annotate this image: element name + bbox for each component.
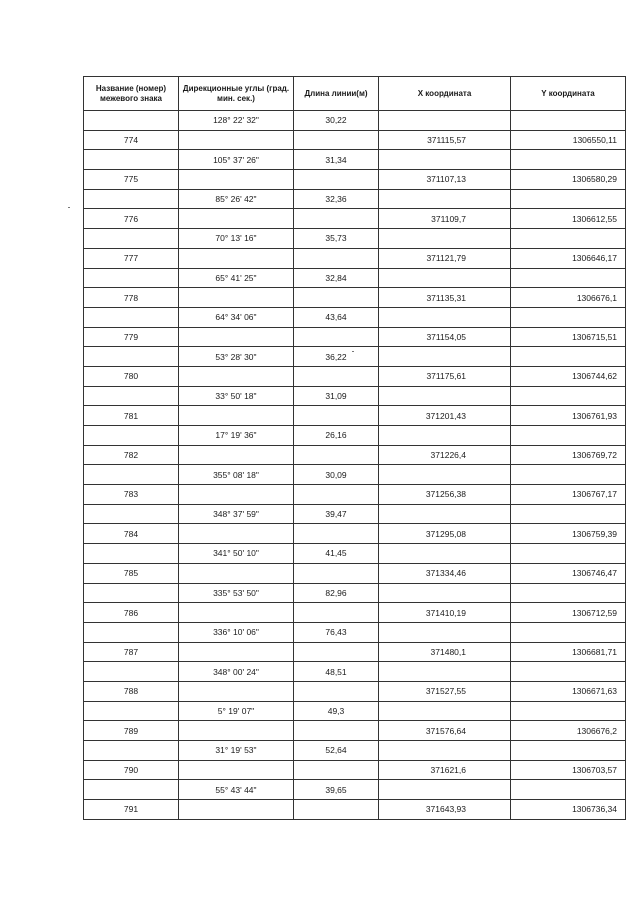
cell-x-coordinate [379, 780, 511, 800]
cell-x-coordinate [379, 268, 511, 288]
cell-direction-angle: 53° 28' 30" [179, 347, 294, 367]
cell-x-coordinate [379, 111, 511, 131]
cell-mark-name [84, 780, 179, 800]
table-row [84, 800, 626, 820]
cell-x-coordinate: 371226,4 [379, 445, 511, 465]
header-x-coordinate: X координата [379, 77, 511, 111]
cell-direction-angle: 65° 41' 25" [179, 268, 294, 288]
cell-y-coordinate: 1306676,1 [511, 288, 626, 308]
table-row [84, 504, 626, 524]
table-row [84, 347, 626, 367]
cell-x-coordinate [379, 544, 511, 564]
cell-mark-name [84, 386, 179, 406]
cell-x-coordinate: 371175,61 [379, 366, 511, 386]
cell-line-length [294, 406, 379, 426]
cell-x-coordinate [379, 622, 511, 642]
boundary-marks-table [83, 76, 626, 820]
cell-direction-angle [179, 327, 294, 347]
cell-direction-angle [179, 130, 294, 150]
cell-line-length [294, 170, 379, 190]
cell-direction-angle: 348° 00' 24" [179, 662, 294, 682]
cell-x-coordinate [379, 426, 511, 446]
table-row [84, 465, 626, 485]
cell-y-coordinate [511, 622, 626, 642]
cell-line-length [294, 800, 379, 820]
cell-line-length: 41,45 [294, 544, 379, 564]
cell-y-coordinate [511, 426, 626, 446]
cell-y-coordinate [511, 701, 626, 721]
scan-speck [68, 207, 70, 208]
header-mark-name: Название (номер) межевого знака [84, 77, 179, 111]
cell-direction-angle [179, 603, 294, 623]
table-row [84, 583, 626, 603]
cell-mark-name [84, 504, 179, 524]
cell-mark-name [84, 701, 179, 721]
cell-mark-name [84, 307, 179, 327]
cell-x-coordinate: 371135,31 [379, 288, 511, 308]
cell-mark-name [84, 150, 179, 170]
cell-x-coordinate: 371256,38 [379, 485, 511, 505]
table-row [84, 701, 626, 721]
cell-x-coordinate: 371576,64 [379, 721, 511, 741]
cell-direction-angle [179, 681, 294, 701]
cell-line-length: 31,34 [294, 150, 379, 170]
table-row [84, 209, 626, 229]
cell-direction-angle [179, 288, 294, 308]
cell-x-coordinate: 371643,93 [379, 800, 511, 820]
cell-mark-name: 775 [84, 170, 179, 190]
table-row [84, 426, 626, 446]
cell-x-coordinate: 371107,13 [379, 170, 511, 190]
cell-y-coordinate [511, 229, 626, 249]
table-row [84, 721, 626, 741]
cell-direction-angle [179, 642, 294, 662]
cell-line-length [294, 366, 379, 386]
cell-x-coordinate: 371334,46 [379, 563, 511, 583]
table-row [84, 229, 626, 249]
cell-x-coordinate [379, 229, 511, 249]
cell-line-length: 39,65 [294, 780, 379, 800]
cell-y-coordinate [511, 504, 626, 524]
cell-line-length [294, 209, 379, 229]
cell-mark-name: 774 [84, 130, 179, 150]
cell-direction-angle: 336° 10' 06" [179, 622, 294, 642]
cell-mark-name: 779 [84, 327, 179, 347]
cell-mark-name [84, 662, 179, 682]
cell-y-coordinate: 1306580,29 [511, 170, 626, 190]
cell-line-length [294, 721, 379, 741]
table-row [84, 248, 626, 268]
cell-mark-name: 791 [84, 800, 179, 820]
cell-y-coordinate: 1306759,39 [511, 524, 626, 544]
table-row [84, 170, 626, 190]
cell-y-coordinate: 1306769,72 [511, 445, 626, 465]
cell-line-length [294, 603, 379, 623]
cell-mark-name [84, 347, 179, 367]
cell-y-coordinate [511, 465, 626, 485]
table-row [84, 150, 626, 170]
cell-line-length: 26,16 [294, 426, 379, 446]
table-row [84, 642, 626, 662]
cell-y-coordinate [511, 780, 626, 800]
cell-x-coordinate: 371480,1 [379, 642, 511, 662]
cell-mark-name: 790 [84, 760, 179, 780]
cell-y-coordinate [511, 189, 626, 209]
cell-x-coordinate [379, 307, 511, 327]
table-row [84, 366, 626, 386]
table-row [84, 681, 626, 701]
table-row [84, 386, 626, 406]
table-row [84, 524, 626, 544]
table-row [84, 780, 626, 800]
cell-line-length: 35,73 [294, 229, 379, 249]
cell-x-coordinate [379, 347, 511, 367]
cell-mark-name: 789 [84, 721, 179, 741]
cell-y-coordinate: 1306550,11 [511, 130, 626, 150]
cell-y-coordinate [511, 111, 626, 131]
cell-mark-name [84, 741, 179, 761]
cell-direction-angle: 33° 50' 18" [179, 386, 294, 406]
cell-line-length [294, 681, 379, 701]
cell-x-coordinate: 371121,79 [379, 248, 511, 268]
cell-direction-angle [179, 524, 294, 544]
cell-direction-angle: 105° 37' 26" [179, 150, 294, 170]
cell-line-length: 32,84 [294, 268, 379, 288]
cell-x-coordinate [379, 386, 511, 406]
cell-y-coordinate: 1306712,59 [511, 603, 626, 623]
cell-x-coordinate: 371154,05 [379, 327, 511, 347]
cell-mark-name: 781 [84, 406, 179, 426]
cell-y-coordinate: 1306715,51 [511, 327, 626, 347]
table-row [84, 741, 626, 761]
cell-line-length [294, 288, 379, 308]
cell-mark-name [84, 583, 179, 603]
cell-direction-angle [179, 445, 294, 465]
cell-line-length [294, 760, 379, 780]
cell-direction-angle [179, 563, 294, 583]
cell-mark-name [84, 189, 179, 209]
cell-direction-angle: 70° 13' 16" [179, 229, 294, 249]
cell-line-length [294, 445, 379, 465]
cell-y-coordinate: 1306612,55 [511, 209, 626, 229]
cell-mark-name: 784 [84, 524, 179, 544]
cell-x-coordinate: 371527,55 [379, 681, 511, 701]
table-row [84, 189, 626, 209]
cell-x-coordinate: 371109,7 [379, 209, 511, 229]
cell-y-coordinate [511, 347, 626, 367]
cell-line-length: 43,64 [294, 307, 379, 327]
cell-line-length: 52,64 [294, 741, 379, 761]
cell-x-coordinate [379, 741, 511, 761]
cell-mark-name [84, 622, 179, 642]
cell-x-coordinate [379, 583, 511, 603]
header-y-coordinate: Y координата [511, 77, 626, 111]
cell-mark-name: 782 [84, 445, 179, 465]
cell-line-length: 76,43 [294, 622, 379, 642]
cell-direction-angle: 128° 22' 32" [179, 111, 294, 131]
table-row [84, 485, 626, 505]
cell-direction-angle: 85° 26' 42" [179, 189, 294, 209]
cell-mark-name: 785 [84, 563, 179, 583]
cell-direction-angle: 341° 50' 10" [179, 544, 294, 564]
cell-line-length: 32,36 [294, 189, 379, 209]
cell-y-coordinate [511, 268, 626, 288]
cell-y-coordinate [511, 150, 626, 170]
cell-line-length [294, 642, 379, 662]
cell-line-length: 49,3 [294, 701, 379, 721]
table-row [84, 130, 626, 150]
cell-direction-angle: 17° 19' 36" [179, 426, 294, 446]
cell-mark-name [84, 229, 179, 249]
cell-mark-name: 786 [84, 603, 179, 623]
cell-y-coordinate [511, 307, 626, 327]
cell-direction-angle: 55° 43' 44" [179, 780, 294, 800]
cell-direction-angle [179, 721, 294, 741]
cell-direction-angle [179, 485, 294, 505]
boundary-marks-sheet [83, 76, 625, 820]
cell-mark-name [84, 426, 179, 446]
cell-line-length [294, 130, 379, 150]
table-row [84, 544, 626, 564]
cell-direction-angle [179, 248, 294, 268]
table-row [84, 288, 626, 308]
cell-line-length: 31,09 [294, 386, 379, 406]
cell-direction-angle: 64° 34' 06" [179, 307, 294, 327]
cell-y-coordinate: 1306767,17 [511, 485, 626, 505]
cell-x-coordinate [379, 465, 511, 485]
cell-line-length: 82,96 [294, 583, 379, 603]
cell-direction-angle: 31° 19' 53" [179, 741, 294, 761]
cell-y-coordinate [511, 544, 626, 564]
cell-line-length [294, 524, 379, 544]
cell-mark-name: 778 [84, 288, 179, 308]
cell-x-coordinate [379, 150, 511, 170]
table-row [84, 327, 626, 347]
cell-line-length: 36,22 [294, 347, 379, 367]
cell-y-coordinate: 1306671,63 [511, 681, 626, 701]
cell-x-coordinate: 371295,08 [379, 524, 511, 544]
cell-line-length [294, 327, 379, 347]
cell-x-coordinate: 371621,6 [379, 760, 511, 780]
cell-direction-angle [179, 209, 294, 229]
cell-y-coordinate [511, 386, 626, 406]
table-row [84, 406, 626, 426]
cell-mark-name: 783 [84, 485, 179, 505]
cell-y-coordinate: 1306744,62 [511, 366, 626, 386]
cell-y-coordinate [511, 741, 626, 761]
cell-mark-name [84, 465, 179, 485]
cell-line-length: 30,09 [294, 465, 379, 485]
cell-mark-name: 787 [84, 642, 179, 662]
cell-y-coordinate [511, 583, 626, 603]
cell-y-coordinate: 1306736,34 [511, 800, 626, 820]
cell-mark-name [84, 111, 179, 131]
cell-x-coordinate: 371410,19 [379, 603, 511, 623]
table-row [84, 760, 626, 780]
cell-x-coordinate [379, 662, 511, 682]
cell-direction-angle: 335° 53' 50" [179, 583, 294, 603]
table-row [84, 563, 626, 583]
cell-line-length [294, 248, 379, 268]
table-row [84, 307, 626, 327]
cell-y-coordinate: 1306676,2 [511, 721, 626, 741]
cell-x-coordinate [379, 189, 511, 209]
table-body [84, 111, 626, 820]
cell-y-coordinate: 1306703,57 [511, 760, 626, 780]
cell-mark-name: 776 [84, 209, 179, 229]
cell-line-length: 39,47 [294, 504, 379, 524]
cell-mark-name [84, 544, 179, 564]
cell-mark-name: 777 [84, 248, 179, 268]
cell-y-coordinate: 1306646,17 [511, 248, 626, 268]
cell-mark-name [84, 268, 179, 288]
cell-line-length [294, 485, 379, 505]
cell-x-coordinate: 371115,57 [379, 130, 511, 150]
header-direction-angle: Дирекционные углы (град. мин. сек.) [179, 77, 294, 111]
cell-line-length: 48,51 [294, 662, 379, 682]
cell-direction-angle: 348° 37' 59" [179, 504, 294, 524]
table-row [84, 662, 626, 682]
table-row [84, 111, 626, 131]
cell-line-length: 30,22 [294, 111, 379, 131]
cell-direction-angle [179, 760, 294, 780]
cell-direction-angle: 5° 19' 07" [179, 701, 294, 721]
table-header-row [84, 77, 626, 111]
header-line-length: Длина линии(м) [294, 77, 379, 111]
cell-direction-angle [179, 366, 294, 386]
cell-y-coordinate: 1306746,47 [511, 563, 626, 583]
cell-mark-name: 780 [84, 366, 179, 386]
table-row [84, 445, 626, 465]
cell-x-coordinate: 371201,43 [379, 406, 511, 426]
cell-direction-angle [179, 800, 294, 820]
cell-y-coordinate: 1306681,71 [511, 642, 626, 662]
cell-direction-angle: 355° 08' 18" [179, 465, 294, 485]
cell-x-coordinate [379, 701, 511, 721]
cell-line-length [294, 563, 379, 583]
cell-direction-angle [179, 406, 294, 426]
cell-x-coordinate [379, 504, 511, 524]
cell-y-coordinate [511, 662, 626, 682]
table-row [84, 603, 626, 623]
cell-y-coordinate: 1306761,93 [511, 406, 626, 426]
table-row [84, 268, 626, 288]
cell-direction-angle [179, 170, 294, 190]
table-row [84, 622, 626, 642]
cell-mark-name: 788 [84, 681, 179, 701]
